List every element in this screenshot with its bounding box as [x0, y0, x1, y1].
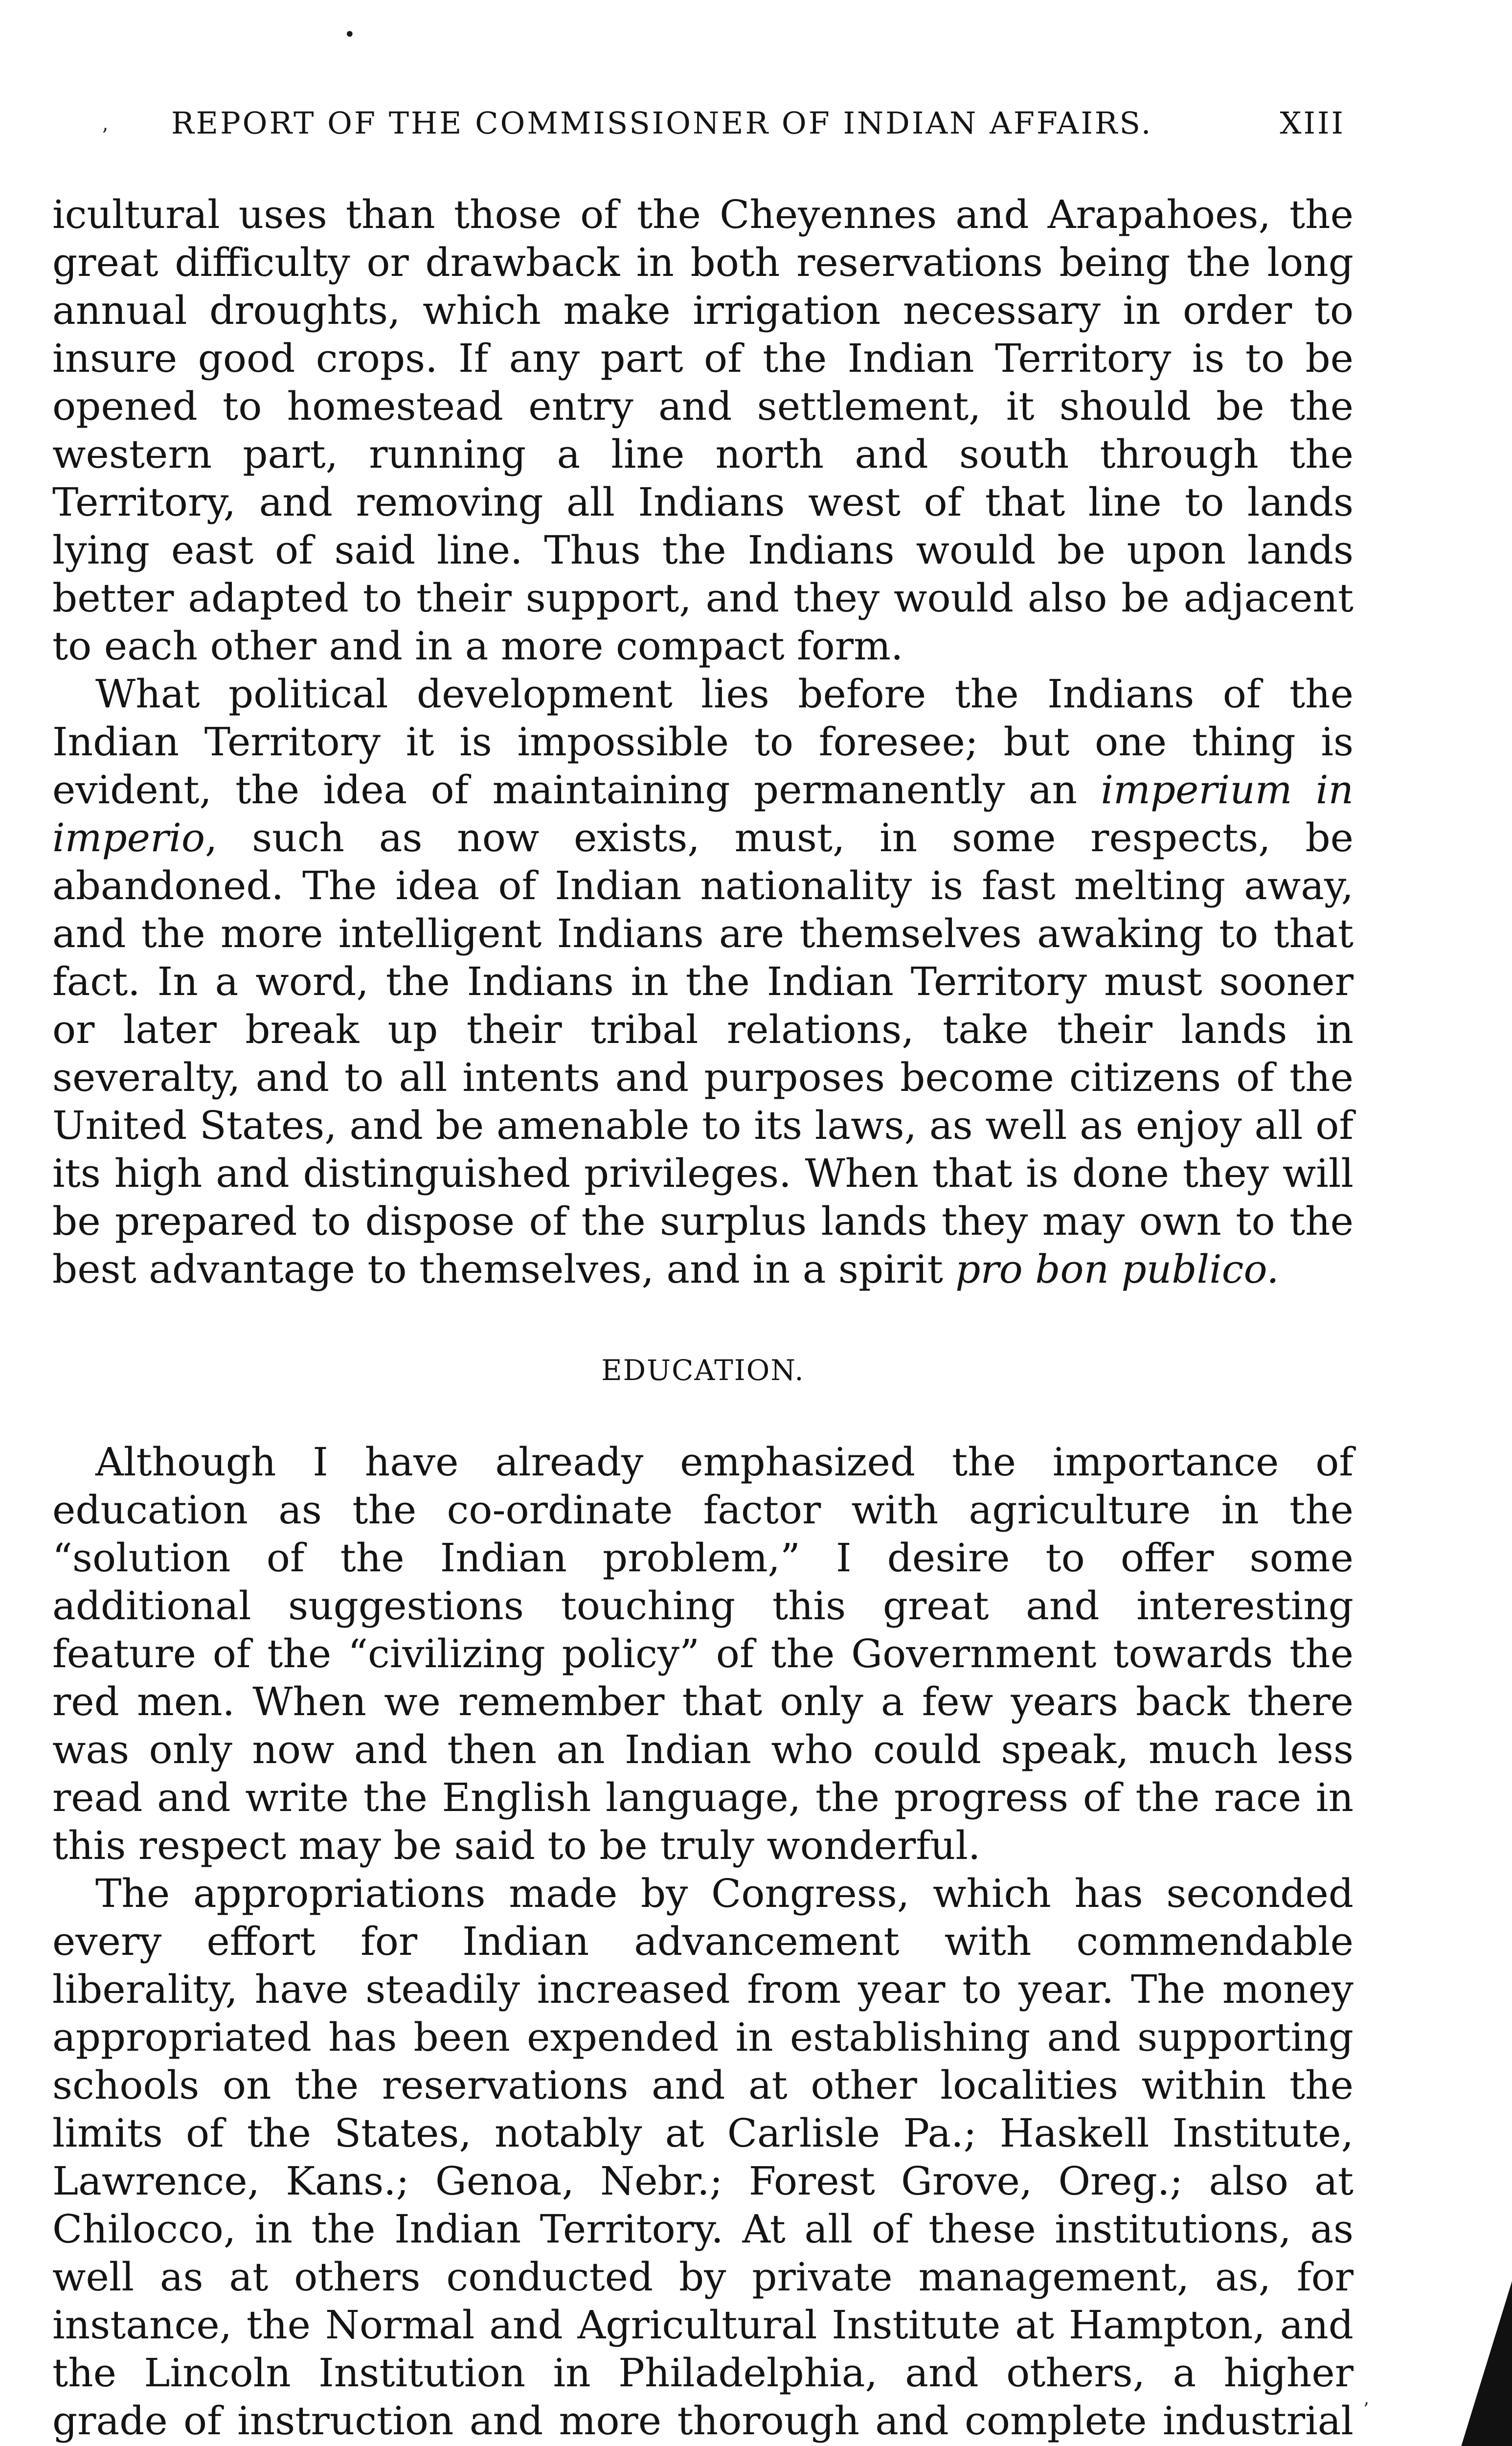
paragraph-2 [52, 670, 1354, 1293]
paragraph-2-middle: , such as now exists, must, in some respects, be abandoned. The idea of Indian nationality is fast melting away, and the more intelligent Indians are themselves awaking to that fact. In a word, the Indians in the Indian Territory must sooner or later break up their tribal relations, take their lands in severalty, and to all intents and purposes become citizens of the United States, and be amenable to its laws, as well as enjoy all of its high and distinguished privileges. When that is done they will be prepared to dispose of the surplus lands they may own to the best advantage to themselves, and in a spirit [52, 815, 1354, 1292]
paragraph-2-before: What political development lies before the Indians of the Indian Territory it is impossible to foresee; but one thing is evident, the idea of maintaining permanently an [52, 671, 1354, 813]
body-text [52, 191, 1354, 2446]
margin-mark-right: ’ [1363, 2400, 1369, 2420]
margin-mark: ’ [102, 125, 108, 147]
italic-phrase-imperium: imperium in imperio [52, 767, 1354, 861]
paragraph-3: Although I have already emphasized the importance of education as the co-ordinate factor with agriculture in the “solution of the Indian problem,” I desire to offer some additional suggestions touching this great and interesting feature of the “civilizing policy” of the Government towards the red men. When we remember that only a few years back there was only now and then an Indian who could speak, much less read and write the English language, the progress of the race in this respect may be said to be truly wonderful. [52, 1439, 1354, 1868]
page-corner-shadow [1434, 2281, 1512, 2446]
paragraph-4: The appropriations made by Congress, which has seconded every effort for Indian advancement with commendable liberality, have steadily increased from year to year. The money appropriated has been expended in establishing and supporting schools on the reservations and at other localities within the limits of the States, notably at Carlisle Pa.; Haskell Institute, Lawrence, Kans.; Genoa, Nebr.; Forest Grove, Oreg.; also at Chilocco, in the Indian Territory. At all of these institutions, as well as at others conducted by private management, as, for instance, the Normal and Agricultural Institute at Hampton, and the Lincoln Institution in Philadelphia, and others, a higher grade of instruction and more thorough and complete industrial [52, 1871, 1354, 2444]
ink-dot: • [344, 23, 356, 46]
paragraph-1: icultural uses than those of the Cheyennes and Arapahoes, the great difficulty or drawback in both reservations being the long annual droughts, which make irrigation necessary in order to insure good crops. If any part of the Indian Territory is to be opened to homestead entry and settlement, it should be the western part, running a line north and south through the Territory, and removing all Indians west of that line to lands lying east of said line. Thus the Indians would be upon lands better adapted to their support, and they would also be adjacent to each other and in a more compact form. [52, 192, 1354, 669]
section-heading: EDUCATION. [601, 1354, 805, 1387]
header-title: REPORT OF THE COMMISSIONER OF INDIAN AFFAIRS. [171, 105, 1153, 141]
page-number: XIII [1280, 105, 1345, 141]
italic-phrase-pro-bon-publico: pro bon publico. [955, 1246, 1279, 1292]
running-header [171, 105, 1345, 159]
